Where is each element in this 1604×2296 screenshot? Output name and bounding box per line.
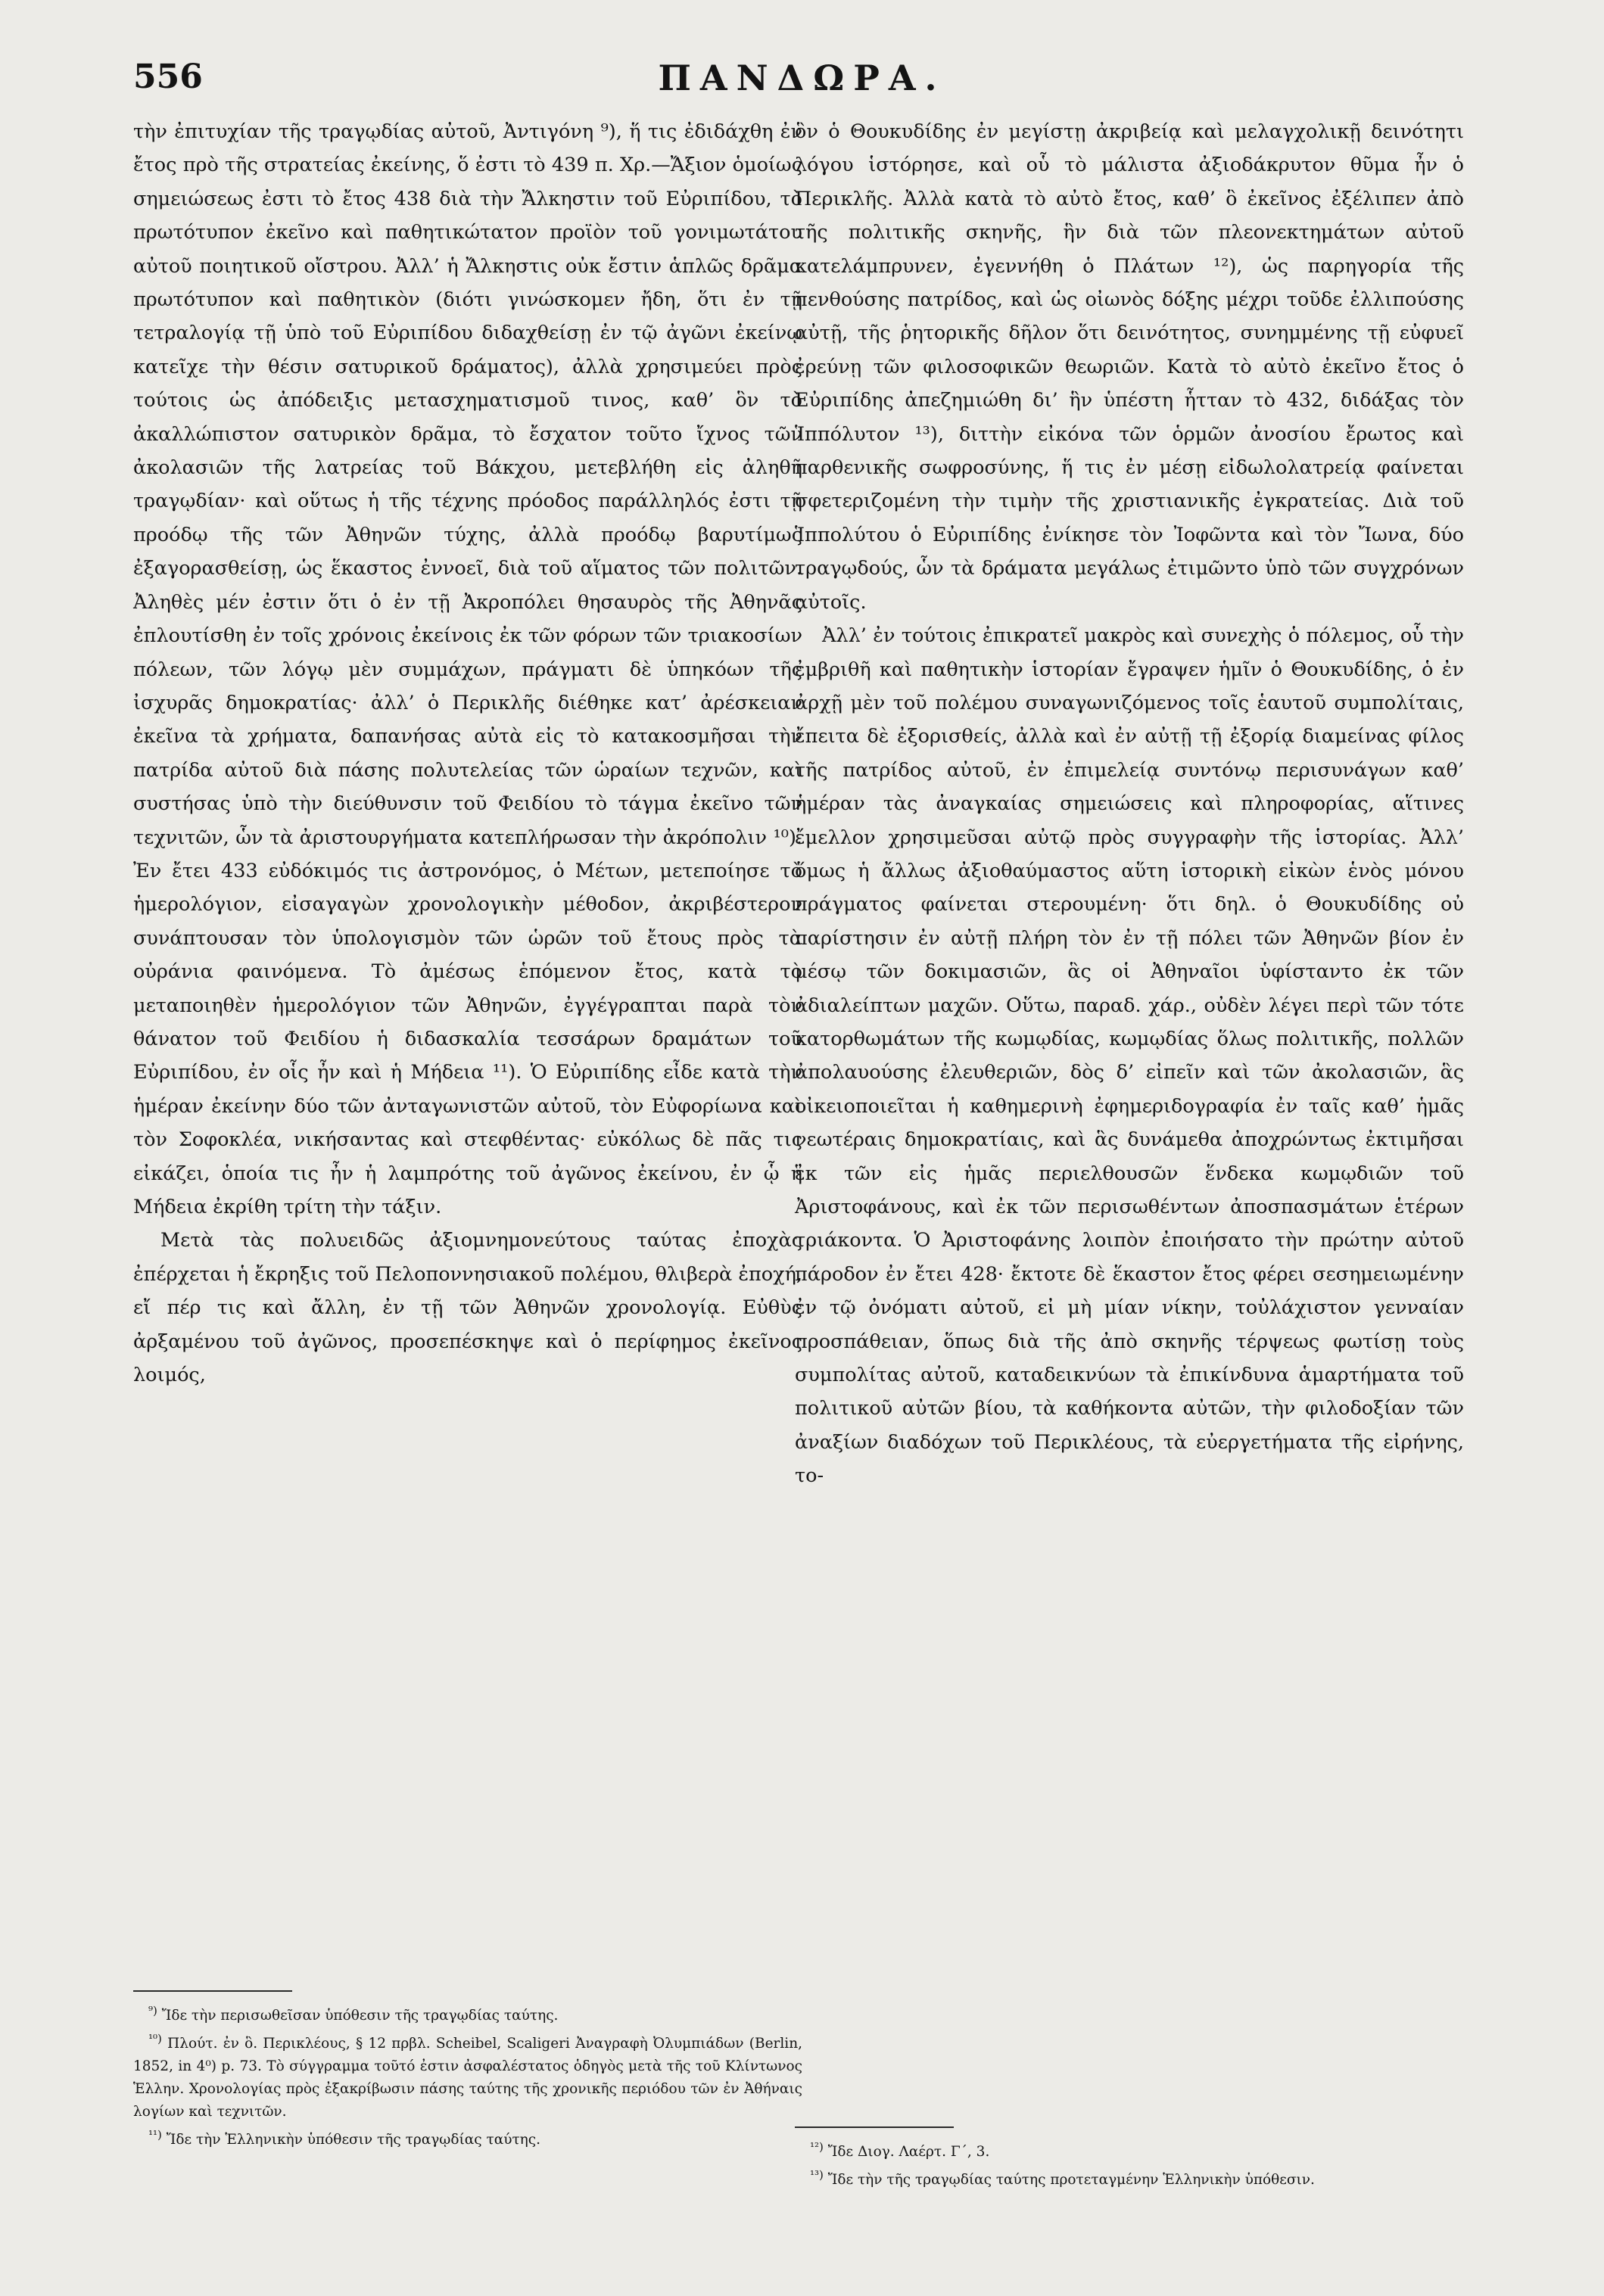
footnotes-left xyxy=(133,1999,802,2151)
page-header xyxy=(133,58,1471,110)
footnote-divider xyxy=(795,2126,954,2128)
page-number: 556 xyxy=(133,58,203,96)
paragraph: Μετὰ τὰς πολυειδῶς ἀξιομνημονεύτους ταύτας ἐποχὰς ἐπέρχεται ἡ ἔκρηξις τοῦ Πελοποννησιακοῦ πολέμου, θλιβερὰ ἐποχή, εἴ πέρ τις καὶ ἄλλη, ἐν τῇ τῶν Ἀθηνῶν χρονολογίᾳ. Εὐθὺς ἀρξαμένου τοῦ ἀγῶνος, προσεπέσκηψε καὶ ὁ περίφημος ἐκεῖνος λοιμός, xyxy=(133,1229,802,1387)
footnotes-right xyxy=(795,2136,1464,2192)
paragraph: τὴν ἐπιτυχίαν τῆς τραγῳδίας αὐτοῦ, Ἀντιγόνη ⁹), ἥ τις ἐδιδάχθη ἐν ἔτος πρὸ τῆς στρατείας ἐκείνης, ὅ ἐστι τὸ 439 π. Χρ.—Ἄξιον ὁμοίως σημειώσεως ἐστι τὸ ἔτος 438 διὰ τὴν Ἄλκηστιν τοῦ Εὐριπίδου, τὸ πρωτότυπον ἐκεῖνο καὶ παθητικώτατον προϊὸν τοῦ γονιμωτάτου αὐτοῦ ποιητικοῦ οἴστρου. Ἀλλ’ ἡ Ἄλκηστις οὐκ ἔστιν ἁπλῶς δρᾶμα πρωτότυπον καὶ παθητικὸν (διότι γινώσκομεν ἤδη, ὅτι ἐν τῇ τετραλογίᾳ τῇ ὑπὸ τοῦ Εὐριπίδου διδαχθείσῃ ἐν τῷ ἀγῶνι ἐκείνῳ κατεῖχε τὴν θέσιν σατυρικοῦ δράματος), ἀλλὰ χρησιμεύει πρὸς τούτοις ὡς ἀπόδειξις μετασχηματισμοῦ τινος, καθ’ ὃν τὸ ἀκαλλώπιστον σατυρικὸν δρᾶμα, τὸ ἔσχατον τοῦτο ἴχνος τῶν ἀκολασιῶν τῆς λατρείας τοῦ Βάκχου, μετεβλήθη εἰς ἀληθῆ τραγῳδίαν· καὶ οὕτως ἡ τῆς τέχνης πρόοδος παράλληλός ἐστι τῇ προόδῳ τῆς τῶν Ἀθηνῶν τύχης, ἀλλὰ προόδῳ βαρυτίμως ἐξαγορασθείσῃ, ὡς ἕκαστος ἐννοεῖ, διὰ τοῦ αἵματος τῶν πολιτῶν. Ἀληθὲς μέν ἐστιν ὅτι ὁ ἐν τῇ Ἀκροπόλει θησαυρὸς τῆς Ἀθηνᾶς ἐπλουτίσθη ἐν τοῖς χρόνοις ἐκείνοις ἐκ τῶν φόρων τῶν τριακοσίων πόλεων, τῶν λόγῳ μὲν συμμάχων, πράγματι δὲ ὑπηκόων τῆς ἰσχυρᾶς δημοκρατίας· ἀλλ’ ὁ Περικλῆς διέθηκε κατ’ ἀρέσκειαν ἐκεῖνα τὰ χρήματα, δαπανήσας αὐτὰ εἰς τὸ κατακοσμῆσαι τὴν πατρίδα αὐτοῦ διὰ πάσης πολυτελείας τῶν ὡραίων τεχνῶν, καὶ συστήσας ὑπὸ τὴν διεύθυνσιν τοῦ Φειδίου τὸ τάγμα ἐκεῖνο τῶν τεχνιτῶν, ὧν τὰ ἀριστουργήματα κατεπλήρωσαν τὴν ἀκρόπολιν ¹⁰). Ἐν ἔτει 433 εὐδόκιμός τις ἀστρονόμος, ὁ Μέτων, μετεποίησε τὸ ἡμερολόγιον, εἰσαγαγὼν χρονολογικὴν μέθοδον, ἀκριβέστερον συνάπτουσαν τὸν ὑπολογισμὸν τῶν ὡρῶν τοῦ ἔτους πρὸς τὰ οὐράνια φαινόμενα. Τὸ ἀμέσως ἑπόμενον ἔτος, κατὰ τὸ μεταποιηθὲν ἡμερολόγιον τῶν Ἀθηνῶν, ἐγγέγραπται παρὰ τὸν θάνατον τοῦ Φειδίου ἡ διδασκαλία τεσσάρων δραμάτων τοῦ Εὐριπίδου, ἐν οἷς ἦν καὶ ἡ Μήδεια ¹¹). Ὁ Εὐριπίδης εἶδε κατὰ τὴν ἡμέραν ἐκείνην δύο τῶν ἀνταγωνιστῶν αὐτοῦ, τὸν Εὐφορίωνα καὶ τὸν Σοφοκλέα, νικήσαντας καὶ στεφθέντας· εὐκόλως δὲ πᾶς τις εἰκάζει, ὁποία τις ἦν ἡ λαμπρότης τοῦ ἀγῶνος ἐκείνου, ἐν ᾧ ἡ Μήδεια ἐκρίθη τρίτη τὴν τάξιν. xyxy=(133,120,802,1218)
right-column xyxy=(795,115,1464,1493)
footnote-mark: ¹³) xyxy=(810,2168,824,2182)
footnote-text: Ἴδε τὴν περισωθεῖσαν ὑπόθεσιν τῆς τραγῳδίας ταύτης. xyxy=(161,2008,559,2024)
footnote-text: Ἴδε τὴν τῆς τραγῳδίας ταύτης προτεταγμένην Ἑλληνικὴν ὑπόθεσιν. xyxy=(827,2172,1315,2189)
footnote-text: Πλούτ. ἐν ὃ. Περικλέους, § 12 πρβλ. Scheibel, Scaligeri Ἀναγραφὴ Ὀλυμπιάδων (Berlin, 1852, in 4⁰) p. 73. Τὸ σύγγραμμα τοῦτό ἐστιν ἀσφαλέστατος ὁδηγὸς μετὰ τῆς τοῦ Κλίντωνος Ἑλλην. Χρονολογίας πρὸς ἐξακρίβωσιν πάσης ταύτης τῆς χρονικῆς περιόδου τῶν ἐν Ἀθήναις λογίων καὶ τεχνιτῶν. xyxy=(133,2036,802,2120)
footnote-mark: ¹²) xyxy=(810,2140,824,2154)
footnote xyxy=(133,1999,802,2027)
footnote xyxy=(133,2027,802,2123)
paragraph: Ἀλλ’ ἐν τούτοις ἐπικρατεῖ μακρὸς καὶ συνεχὴς ὁ πόλεμος, οὗ τὴν ἐμβριθῆ καὶ παθητικὴν ἱστορίαν ἔγραψεν ἡμῖν ὁ Θουκυδίδης, ὁ ἐν ἀρχῇ μὲν τοῦ πολέμου συναγωνιζόμενος τοῖς ἑαυτοῦ συμπολίταις, ἔπειτα δὲ ἐξορισθείς, ἀλλὰ καὶ ἐν αὐτῇ τῇ ἐξορίᾳ διαμείνας φίλος τῆς πατρίδος αὐτοῦ, ἐν ἐπιμελείᾳ συντόνῳ περισυνάγων καθ’ ἡμέραν τὰς ἀναγκαίας σημειώσεις καὶ πληροφορίας, αἵτινες ἔμελλον χρησιμεῦσαι αὐτῷ πρὸς συγγραφὴν τῆς ἱστορίας. Ἀλλ’ ὅμως ἡ ἄλλως ἀξιοθαύμαστος αὕτη ἱστορικὴ εἰκὼν ἑνὸς μόνου πράγματος φαίνεται στερουμένη· ὅτι δηλ. ὁ Θουκυδίδης οὐ παρίστησιν ἐν αὐτῇ πλήρη τὸν ἐν τῇ πόλει τῶν Ἀθηνῶν βίον ἐν μέσῳ τῶν δοκιμασιῶν, ἃς οἱ Ἀθηναῖοι ὑφίσταντο ἐκ τῶν ἀδιαλείπτων μαχῶν. Οὕτω, παραδ. χάρ., οὐδὲν λέγει περὶ τῶν τότε κατορθωμάτων τῆς κωμῳδίας, κωμῳδίας ὅλως πολιτικῆς, πολλῶν ἀπολαυούσης ἐλευθεριῶν, δὸς δ’ εἰπεῖν καὶ τῶν ἀκολασιῶν, ἃς οἰκειοποιεῖται ἡ καθημερινὴ ἐφημεριδογραφία ἐν ταῖς καθ’ ἡμᾶς νεωτέραις δημοκρατίαις, καὶ ἃς δυνάμεθα ἀποχρώντως ἐκτιμῆσαι ἐκ τῶν εἰς ἡμᾶς περιελθουσῶν ἕνδεκα κωμῳδιῶν τοῦ Ἀριστοφάνους, καὶ ἐκ τῶν περισωθέντων ἀποσπασμάτων ἑτέρων τριάκοντα. Ὁ Ἀριστοφάνης λοιπὸν ἐποιήσατο τὴν πρώτην αὐτοῦ πάροδον ἐν ἔτει 428· ἔκτοτε δὲ ἕκαστον ἔτος φέρει σεσημειωμένην ἐν τῷ ὀνόματι αὐτοῦ, εἰ μὴ μίαν νίκην, τοὐλάχιστον γενναίαν προσπάθειαν, ὅπως διὰ τῆς ἀπὸ σκηνῆς τέρψεως φωτίσῃ τοὺς συμπολίτας αὐτοῦ, καταδεικνύων τὰ ἐπικίνδυνα ἁμαρτήματα τοῦ πολιτικοῦ αὐτῶν βίου, τὰ καθήκοντα αὐτῶν, τὴν φιλοδοξίαν τῶν ἀναξίων διαδόχων τοῦ Περικλέους, τὰ εὐεργετήματα τῆς εἰρήνης, το- xyxy=(795,624,1464,1488)
running-title: ΠΑΝΔΩΡΑ. xyxy=(658,58,946,98)
paragraph: ὃν ὁ Θουκυδίδης ἐν μεγίστῃ ἀκριβείᾳ καὶ μελαγχολικῇ δεινότητι λόγου ἱστόρησε, καὶ οὗ τὸ μάλιστα ἀξιοδάκρυτον θῦμα ἦν ὁ Περικλῆς. Ἀλλὰ κατὰ τὸ αὐτὸ ἔτος, καθ’ ὃ ἐκεῖνος ἐξέλιπεν ἀπὸ τῆς πολιτικῆς σκηνῆς, ἣν διὰ τῶν πλεονεκτημάτων αὐτοῦ κατελάμπρυνεν, ἐγεννήθη ὁ Πλάτων ¹²), ὡς παρηγορία τῆς πενθούσης πατρίδος, καὶ ὡς οἰωνὸς δόξης μέχρι τοῦδε ἐλλιπούσης αὐτῇ, τῆς ῥητορικῆς δῆλον ὅτι δεινότητος, συνημμένης τῇ εὐφυεῖ ἐρεύνῃ τῶν φιλοσοφικῶν θεωριῶν. Κατὰ τὸ αὐτὸ ἐκεῖνο ἔτος ὁ Εὐριπίδης ἀπεζημιώθη δι’ ἣν ὑπέστη ἧτταν τὸ 432, διδάξας τὸν Ἱππόλυτον ¹³), διττὴν εἰκόνα τῶν ὁρμῶν ἀνοσίου ἔρωτος καὶ παρθενικῆς σωφροσύνης, ἥ τις ἐν μέσῃ εἰδωλολατρείᾳ φαίνεται σφετεριζομένη τὴν τιμὴν τῆς χριστιανικῆς ἐγκρατείας. Διὰ τοῦ Ἱππολύτου ὁ Εὐριπίδης ἐνίκησε τὸν Ἰοφῶντα καὶ τὸν Ἴωνα, δύο τραγῳδούς, ὧν τὰ δράματα μεγάλως ἐτιμῶντο ὑπὸ τῶν συγχρόνων αὐτοῖς. xyxy=(795,120,1464,614)
footnote-divider xyxy=(133,1990,292,1992)
footnote-text: Ἴδε Διογ. Λαέρτ. Γ΄, 3. xyxy=(827,2144,990,2161)
footnote-text: Ἴδε τὴν Ἑλληνικὴν ὑπόθεσιν τῆς τραγῳδίας ταύτης. xyxy=(166,2132,541,2148)
footnote xyxy=(133,2123,802,2151)
left-column xyxy=(133,115,802,1392)
footnote xyxy=(795,2136,1464,2164)
footnote-mark: ¹⁰) xyxy=(148,2032,162,2046)
footnote-mark: ⁹) xyxy=(148,2004,157,2018)
footnote xyxy=(795,2164,1464,2192)
footnote-mark: ¹¹) xyxy=(148,2128,162,2142)
